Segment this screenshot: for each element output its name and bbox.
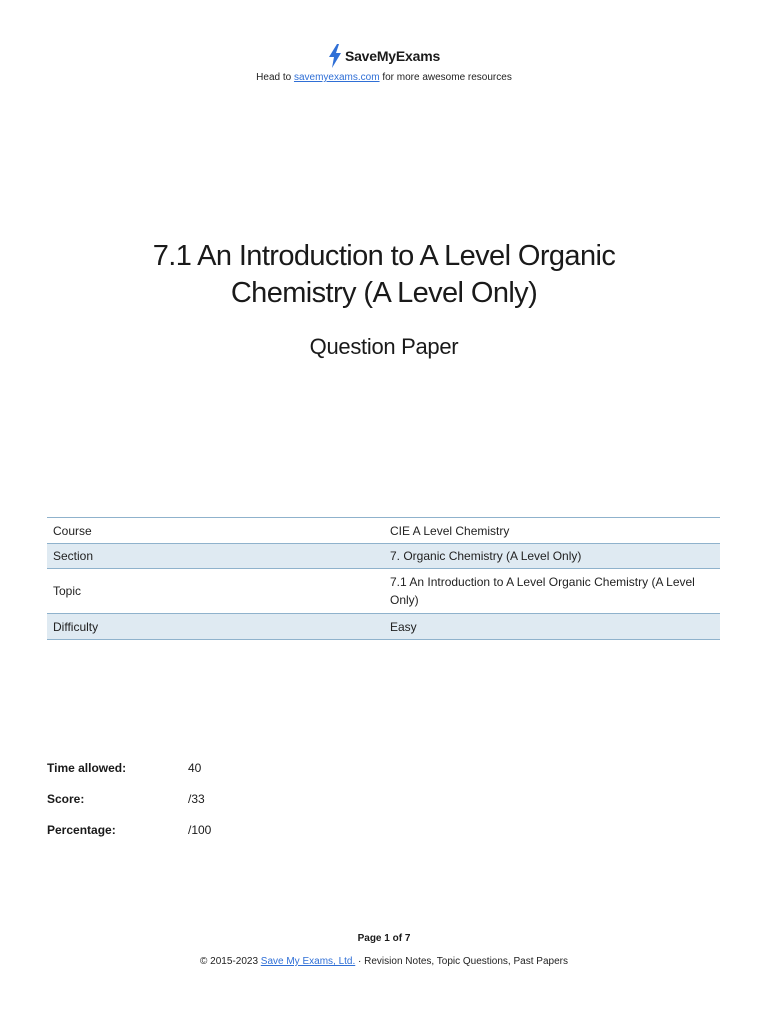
brand-logo[interactable] [0, 44, 768, 68]
savemyexams-link[interactable]: savemyexams.com [293, 72, 380, 83]
score-label: Score: [47, 792, 85, 806]
save-my-exams-link[interactable]: Save My Exams, Ltd. [260, 956, 356, 967]
percentage-value: /100 [188, 823, 212, 837]
lightning-bolt-icon [328, 44, 342, 68]
table-key: Section [53, 549, 94, 563]
title-line-1: 7.1 An Introduction to A Level Organic [152, 240, 616, 272]
score-value: /33 [188, 792, 205, 806]
time-allowed-label: Time allowed: [47, 761, 127, 775]
table-key: Difficulty [53, 619, 99, 634]
table-row-difficulty [47, 614, 720, 640]
copyright-suffix: · Revision Notes, Topic Questions, Past Papers [355, 956, 568, 967]
time-allowed-value: 40 [188, 761, 202, 775]
table-key: Topic [53, 584, 82, 598]
table-row-section [47, 544, 720, 569]
document-title [84, 238, 684, 312]
info-table [47, 517, 720, 640]
table-value: 7. Organic Chemistry (A Level Only) [390, 549, 582, 563]
table-key: Course [53, 523, 92, 538]
brand-name: SaveMyExams [344, 48, 441, 64]
document-subtitle: Question Paper [309, 334, 459, 359]
table-row-topic [47, 569, 720, 614]
page-number: Page 1 of 7 [357, 933, 411, 944]
header-tagline [0, 72, 768, 83]
footer-copyright [0, 956, 768, 967]
copyright-prefix: © 2015-2023 [200, 956, 261, 967]
title-line-2: Chemistry (A Level Only) [230, 277, 538, 309]
tagline-prefix: Head to [256, 72, 294, 83]
table-value: CIE A Level Chemistry [390, 523, 510, 538]
tagline-suffix: for more awesome resources [379, 72, 512, 83]
table-value: Easy [390, 619, 417, 634]
table-row-course [47, 518, 720, 544]
table-value: 7.1 An Introduction to A Level Organic Chemistry (A Level Only) [390, 575, 695, 607]
percentage-label: Percentage: [47, 823, 116, 837]
